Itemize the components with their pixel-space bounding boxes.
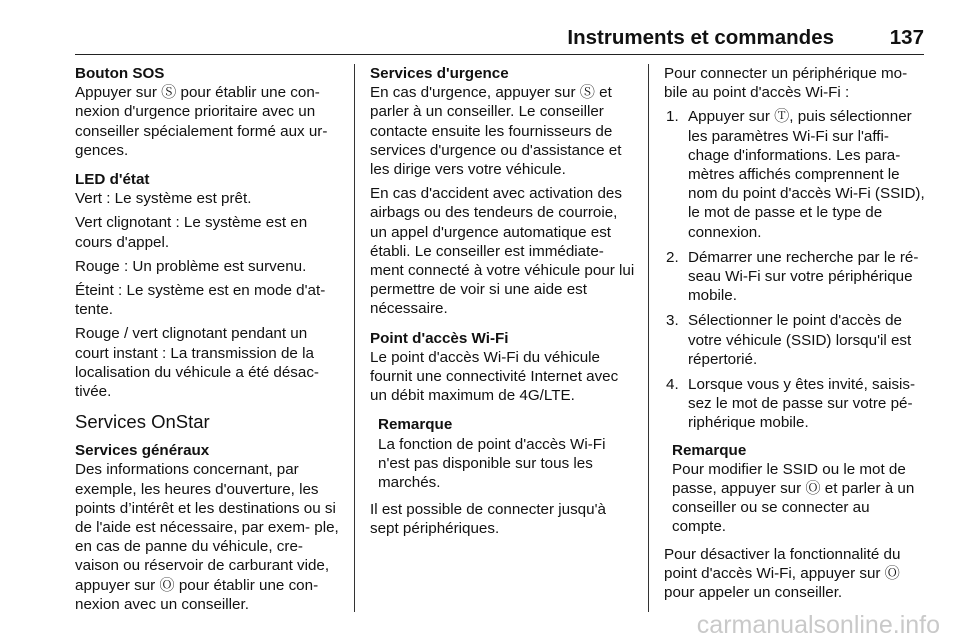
note-box — [664, 441, 926, 537]
led-item: Éteint : Le système est en mode d'at- tente. — [75, 282, 326, 319]
paragraph-emergency: En cas d'urgence, appuyer sur Ⓢ et parler à un conseiller. Le conseiller contacte ensuite les fournisseurs de services d'urgence ou d'assistance et les dirige vers votre véhicule. — [370, 84, 622, 179]
section-title-onstar: Services OnStar — [75, 411, 210, 433]
step-text: Appuyer sur Ⓣ, puis sélectionner les paramètres Wi-Fi sur l'affi- chage d'informations. Les para- mètres affichés comprennent le nom du point d'accès Wi-Fi (SSID), le mot de passe et le type de connexion. — [688, 108, 925, 241]
led-item: Vert clignotant : Le système est en cours d'appel. — [75, 214, 308, 251]
list-item — [664, 107, 926, 241]
paragraph-emergency: En cas d'accident avec activation des airbags ou des tendeurs de courroie, un appel d'urgence automatique est établi. Le conseiller est immédiate- ment connecté à votre véhicule pour lui permettre de voir si une aide est nécessaire. — [370, 185, 635, 318]
step-number: 3. — [666, 312, 679, 330]
led-item: Rouge : Un problème est survenu. — [75, 257, 307, 275]
note-text: La fonction de point d'accès Wi-Fi n'est pas disponible sur tous les marchés. — [378, 435, 606, 492]
step-number: 4. — [666, 376, 679, 394]
heading-wifi: Point d'accès Wi-Fi — [370, 329, 509, 347]
list-item — [664, 375, 926, 433]
list-item — [664, 248, 926, 306]
heading-sos: Bouton SOS — [75, 65, 165, 82]
section-general — [75, 441, 341, 614]
section-led — [75, 170, 341, 401]
heading-led: LED d'état — [75, 171, 150, 189]
column-left — [75, 64, 341, 624]
step-number: 1. — [666, 108, 679, 126]
note-title: Remarque — [378, 416, 453, 434]
paragraph-disable: Pour désactiver la fonctionnalité du point d'accès Wi-Fi, appuyer sur Ⓞ pour appeler un conseiller. — [664, 545, 901, 602]
column-middle — [370, 64, 636, 544]
steps-list — [664, 107, 926, 432]
column-right — [664, 64, 926, 607]
column-divider — [648, 64, 649, 612]
paragraph-general: Des informations concernant, par exemple, les heures d'ouverture, les points d’intérêt et les destinations ou si de l'aide est nécessaire, par exem- ple, en cas de panne du véhicule, cre- vaison ou réservoir de carburant vide, appuyer sur Ⓞ pour établir une con- nexion avec un conseiller. — [75, 461, 339, 613]
section-wifi — [370, 329, 636, 406]
watermark: carmanualsonline.info — [696, 611, 940, 639]
heading-general: Services généraux — [75, 442, 210, 460]
note-text: Pour modifier le SSID ou le mot de passe, appuyer sur Ⓞ et parler à un conseiller ou se connecter au compte. — [672, 460, 915, 536]
step-text: Lorsque vous y êtes invité, saisis- sez le mot de passe sur votre pé- riphérique mobile. — [688, 376, 916, 432]
step-text: Sélectionner le point d'accès de votre véhicule (SSID) lorsqu'il est répertorié. — [688, 312, 912, 368]
page-header — [75, 24, 924, 55]
heading-emergency: Services d'urgence — [370, 65, 509, 82]
paragraph-intro: Pour connecter un périphérique mo- bile au point d'accès Wi-Fi : — [664, 65, 908, 102]
step-number: 2. — [666, 248, 679, 266]
note-title: Remarque — [672, 441, 747, 459]
step-text: Démarrer une recherche par le ré- seau Wi-Fi sur votre périphérique mobile. — [688, 248, 919, 305]
led-item: Rouge / vert clignotant pendant un court instant : La transmission de la localisation du véhicule a été désac- tivée. — [75, 325, 319, 401]
list-item — [664, 311, 926, 369]
section-emergency — [370, 64, 636, 319]
led-item: Vert : Le système est prêt. — [75, 190, 252, 208]
paragraph-wifi: Le point d'accès Wi-Fi du véhicule fournit une connectivité Internet avec un débit maximum de 4G/LTE. — [370, 348, 619, 405]
page-title: Instruments et commandes — [567, 26, 834, 49]
page-number: 137 — [889, 26, 924, 49]
column-divider — [354, 64, 355, 612]
paragraph-devices: Il est possible de connecter jusqu'à sept périphériques. — [370, 501, 606, 538]
paragraph-sos: Appuyer sur Ⓢ pour établir une con- nexion d'urgence prioritaire avec un conseiller spécialement formé aux ur- gences. — [75, 84, 328, 159]
section-sos — [75, 64, 341, 160]
note-box — [370, 415, 636, 492]
